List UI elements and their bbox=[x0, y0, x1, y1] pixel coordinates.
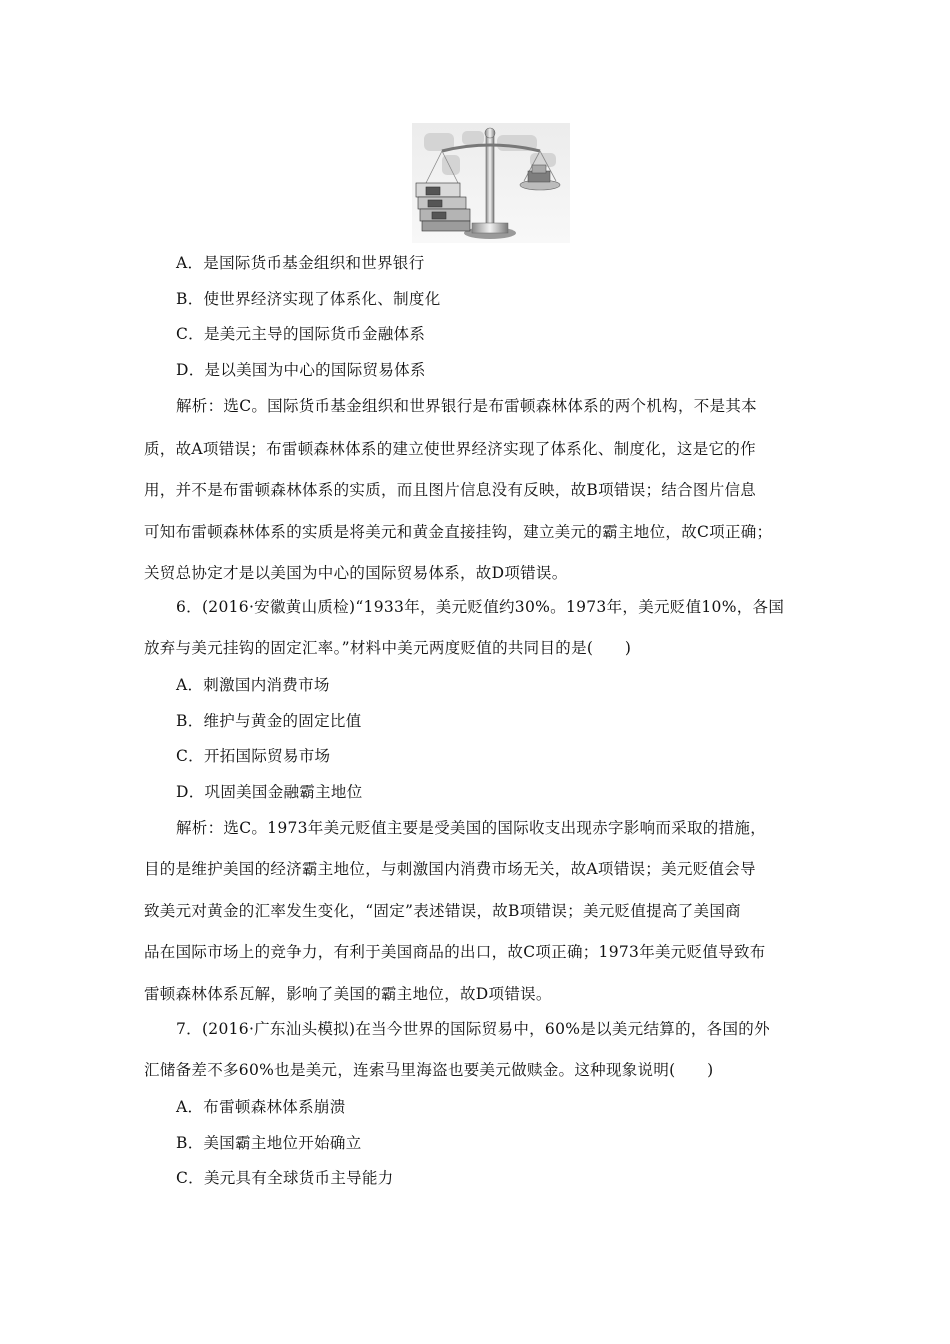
analysis-line: 质，故A项错误；布雷顿森林体系的建立使世界经济实现了体系化、制度化，这是它的作 bbox=[144, 440, 756, 458]
analysis-line: 雷顿森林体系瓦解，影响了美国的霸主地位，故D项错误。 bbox=[144, 985, 552, 1003]
analysis-line: 关贸总协定才是以美国为中心的国际贸易体系，故D项错误。 bbox=[144, 564, 568, 582]
option-c: C．开拓国际贸易市场 bbox=[176, 747, 331, 765]
question-stem: 汇储备差不多60%也是美元，连索马里海盗也要美元做赎金。这种现象说明( ) bbox=[144, 1061, 714, 1079]
option-a: A．布雷顿森林体系崩溃 bbox=[176, 1098, 346, 1116]
balance-scale-dollar-gold-illustration bbox=[412, 123, 570, 243]
question-stem: 放弃与美元挂钩的固定汇率。”材料中美元两度贬值的共同目的是( ) bbox=[144, 639, 632, 657]
option-b: B．使世界经济实现了体系化、制度化 bbox=[176, 290, 441, 308]
option-c: C．美元具有全球货币主导能力 bbox=[176, 1169, 394, 1187]
analysis-line: 致美元对黄金的汇率发生变化，“固定”表述错误，故B项错误；美元贬值提高了美国商 bbox=[144, 902, 741, 920]
analysis-line: 品在国际市场上的竞争力，有利于美国商品的出口，故C项正确；1973年美元贬值导致布 bbox=[144, 943, 766, 961]
analysis-line: 目的是维护美国的经济霸主地位，与刺激国内消费市场无关，故A项错误；美元贬值会导 bbox=[144, 860, 756, 878]
option-b: B．美国霸主地位开始确立 bbox=[176, 1134, 362, 1152]
analysis-line: 可知布雷顿森林体系的实质是将美元和黄金直接挂钩，建立美元的霸主地位，故C项正确； bbox=[144, 523, 773, 541]
question-stem: 6．(2016·安徽黄山质检)“1933年，美元贬值约30%。1973年，美元贬值10%，各国 bbox=[176, 598, 785, 616]
analysis-line: 解析：选C。国际货币基金组织和世界银行是布雷顿森林体系的两个机构，不是其本 bbox=[176, 397, 757, 415]
option-a: A．是国际货币基金组织和世界银行 bbox=[176, 254, 425, 272]
question-stem: 7．(2016·广东汕头模拟)在当今世界的国际贸易中，60%是以美元结算的，各国的外 bbox=[176, 1020, 770, 1038]
option-d: D．是以美国为中心的国际贸易体系 bbox=[176, 361, 426, 379]
option-b: B．维护与黄金的固定比值 bbox=[176, 712, 362, 730]
option-d: D．巩固美国金融霸主地位 bbox=[176, 783, 363, 801]
analysis-line: 用，并不是布雷顿森林体系的实质，而且图片信息没有反映，故B项错误；结合图片信息 bbox=[144, 481, 757, 499]
option-c: C．是美元主导的国际货币金融体系 bbox=[176, 325, 426, 343]
analysis-line: 解析：选C。1973年美元贬值主要是受美国的国际收支出现赤字影响而采取的措施， bbox=[176, 819, 767, 837]
option-a: A．刺激国内消费市场 bbox=[176, 676, 330, 694]
